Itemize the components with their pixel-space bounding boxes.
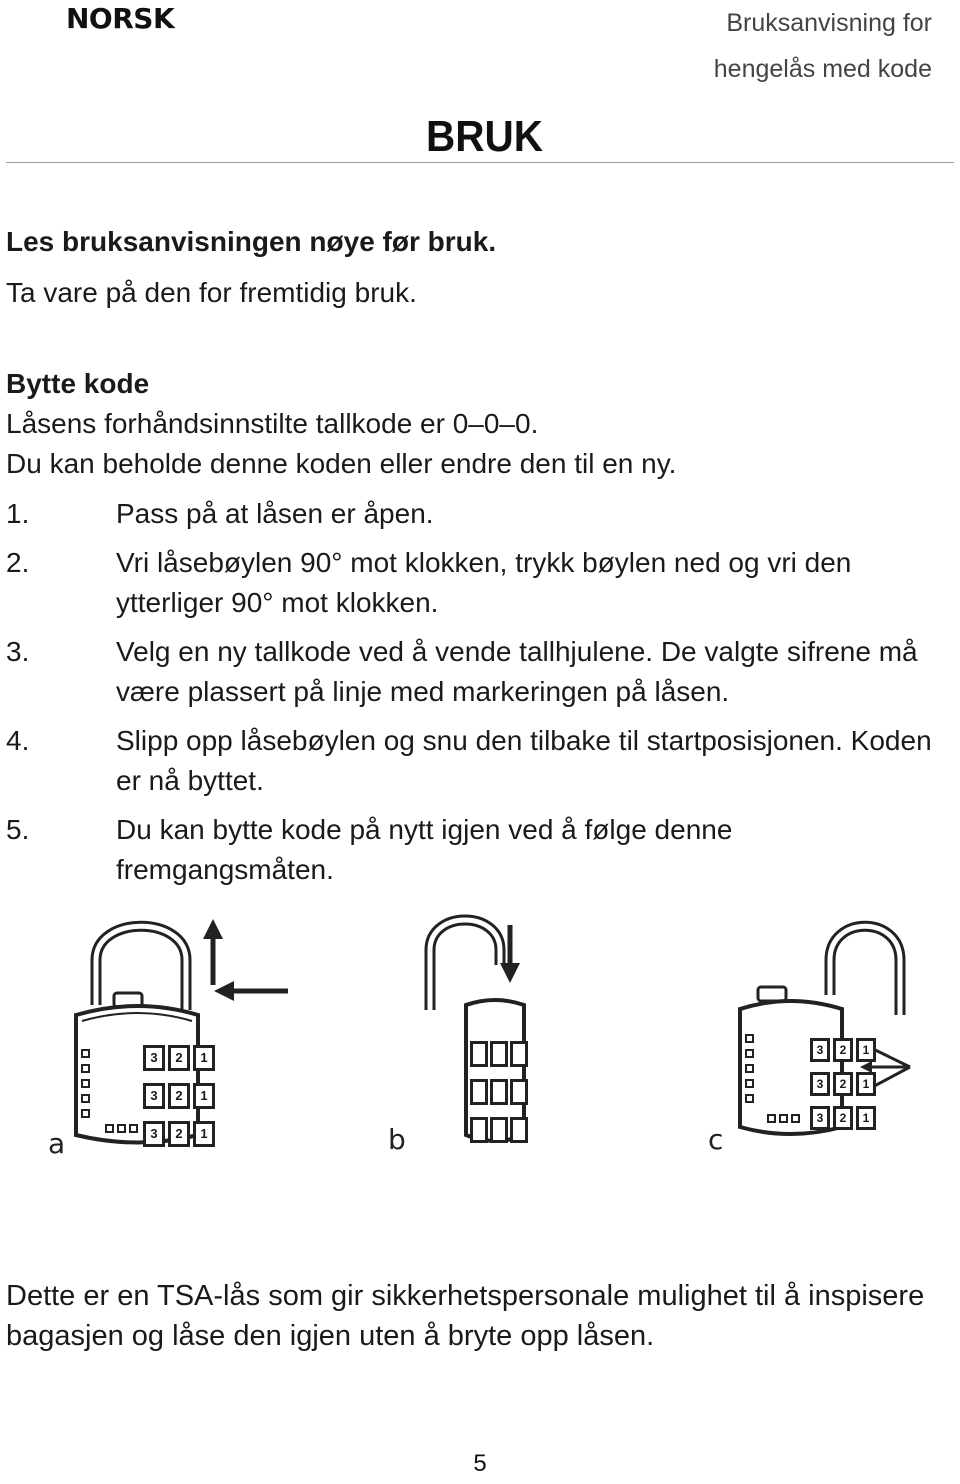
heading-divider [6,162,954,163]
dial-digit: 2 [168,1121,190,1147]
step-text: Velg en ny tallkode ved å vende tallhjulene. De valgte sifrene må være plassert på linje med markeringen på låsen. [116,636,918,707]
step-item [6,632,956,712]
dial-stack [143,1045,215,1147]
figure-label-b: b [388,1123,406,1156]
step-item [6,721,956,801]
dial-digit: 1 [193,1045,215,1071]
step-text: Slipp opp låsebøylen og snu den tilbake til startposisjonen. Koden er nå byttet. [116,725,932,796]
dial-wheel [470,1079,488,1105]
step-item [6,494,956,534]
step-number: 3. [6,636,30,667]
dial-stack [810,1038,876,1130]
document-title: Bruksanvisning for hengelås med kode [713,9,932,83]
dial-digit: 2 [833,1072,853,1096]
language-label: NORSK [66,2,175,35]
dial-row [810,1106,876,1130]
dial-wheel [470,1117,488,1143]
dial-digit: 1 [856,1106,876,1130]
intro-warning: Les bruksanvisningen nøye før bruk. [6,226,497,257]
dial-digit: 3 [810,1038,830,1062]
steps-list [6,494,956,890]
dial-wheel [510,1041,528,1067]
page-heading: BRUK [426,112,543,161]
dial-digit: 3 [810,1106,830,1130]
figure-c [730,905,920,1155]
step-text: Du kan bytte kode på nytt igjen ved å følge denne fremgangsmåten. [116,814,733,885]
change-code-section [6,364,956,899]
dial-digit: 1 [856,1072,876,1096]
dial-digit: 2 [168,1083,190,1109]
dial-digit: 3 [810,1072,830,1096]
step-number: 2. [6,547,30,578]
dial-digit: 1 [193,1083,215,1109]
dial-digit: 2 [833,1106,853,1130]
section-line-2: Du kan beholde denne koden eller endre den til en ny. [6,448,677,479]
section-heading: Bytte kode [6,368,150,399]
figure-b [410,905,570,1155]
dial-wheel [510,1079,528,1105]
section-line-1: Låsens forhåndsinnstilte tallkode er 0–0–0. [6,408,539,439]
dial-wheel [490,1117,508,1143]
step-item [6,543,956,623]
dial-digit: 1 [193,1121,215,1147]
figure-label-a: a [48,1127,66,1160]
dial-digit: 3 [143,1083,165,1109]
page-number: 5 [473,1450,487,1477]
step-text: Vri låsebøylen 90° mot klokken, trykk bøylen ned og vri den ytterliger 90° mot klokken. [116,547,852,618]
dial-row [143,1045,215,1071]
dial-digit: 2 [168,1045,190,1071]
tsa-note: Dette er en TSA-lås som gir sikkerhetspersonale mulighet til å inspisere bagasjen og låse den igjen uten å bryte opp låsen. [6,1280,925,1352]
dial-digit: 2 [833,1038,853,1062]
dial-row [810,1072,876,1096]
step-number: 1. [6,498,30,529]
dial-stack [470,1041,528,1143]
step-item [6,810,956,890]
push-arrow-icon [188,915,298,1025]
dial-digit: 3 [143,1121,165,1147]
dial-digit: 1 [856,1038,876,1062]
step-text: Pass på at låsen er åpen. [116,498,434,529]
intro-note: Ta vare på den for fremtidig bruk. [6,277,417,308]
step-number: 4. [6,725,30,756]
step-number: 5. [6,814,30,845]
dial-wheel [470,1041,488,1067]
dial-row [143,1121,215,1147]
dial-wheel [490,1079,508,1105]
figure-label-c: c [708,1123,724,1156]
figure-a [68,905,258,1155]
dial-wheel [490,1041,508,1067]
dial-row [143,1083,215,1109]
dial-row [470,1041,528,1067]
intro-block [6,222,956,313]
lock-illustrations [40,905,920,1165]
dial-row [810,1038,876,1062]
dial-row [470,1079,528,1105]
dial-wheel [510,1117,528,1143]
dial-digit: 3 [143,1045,165,1071]
dial-row [470,1117,528,1143]
